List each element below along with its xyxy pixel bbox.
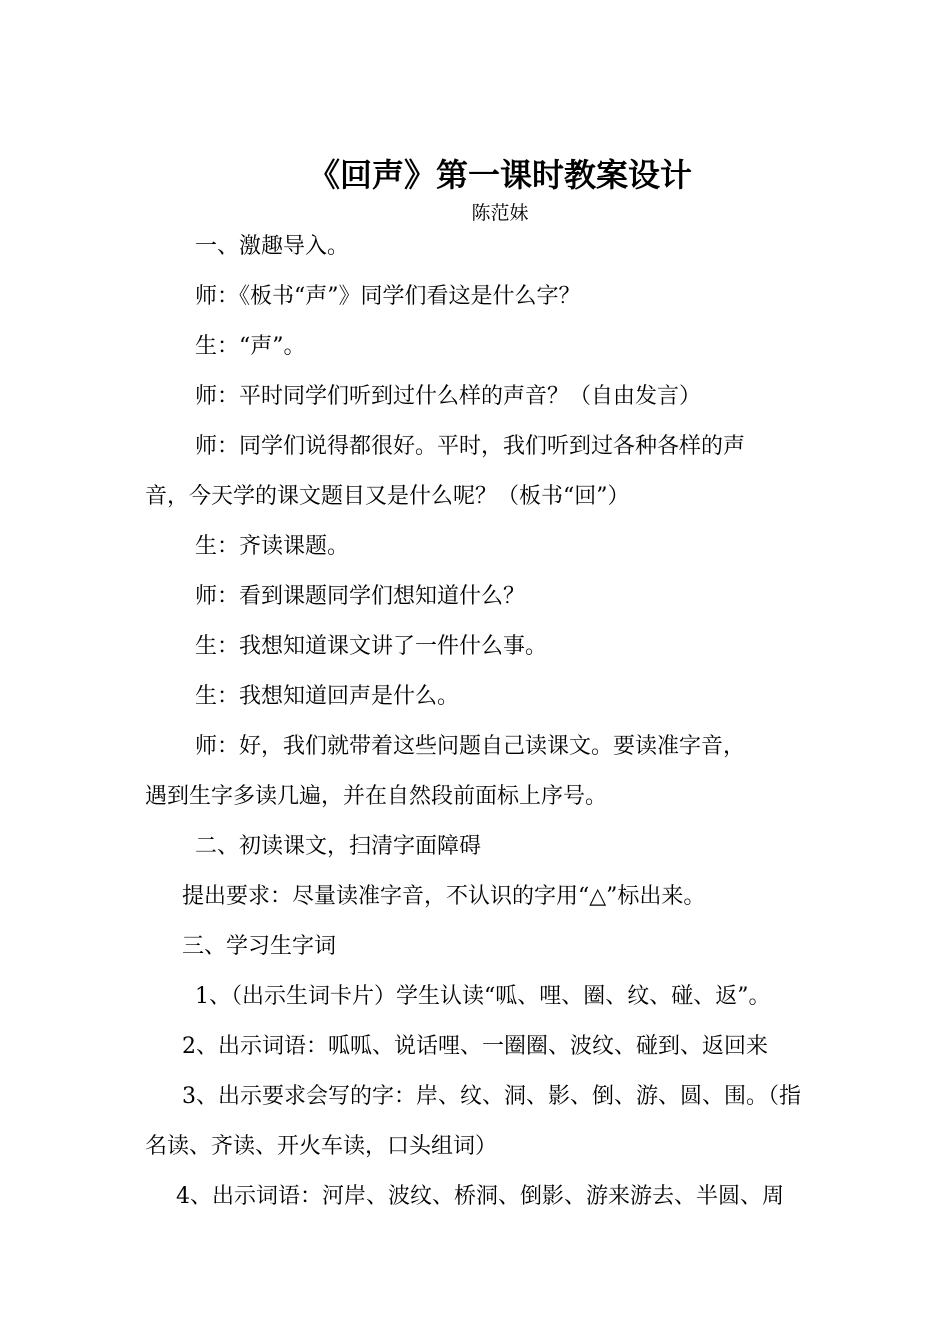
text-line: 音，今天学的课文题目又是什么呢？（板书“回”） <box>145 484 630 509</box>
text-line: 二、初读课文，扫清字面障碍 <box>195 834 482 859</box>
text-line: 一、激趣导入。 <box>195 234 350 259</box>
text-line: 生：齐读课题。 <box>195 534 350 559</box>
text-line: 生：“声”。 <box>195 334 306 359</box>
text-line: 三、学习生字词 <box>182 934 337 959</box>
text-line: 2、出示词语：呱呱、说话哩、一圈圈、波纹、碰到、返回来 <box>182 1034 768 1059</box>
text-line: 师：平时同学们听到过什么样的声音？（自由发言） <box>195 384 702 409</box>
text-line: 生：我想知道课文讲了一件什么事。 <box>195 634 548 659</box>
text-line: 名读、齐读、开火车读，口头组词） <box>145 1134 498 1159</box>
text-line: 师：看到课题同学们想知道什么？ <box>195 584 526 609</box>
text-line: 师：同学们说得都很好。平时，我们听到过各种各样的声 <box>195 434 746 459</box>
text-line: 1、（出示生词卡片）学生认读“呱、哩、圈、纹、碰、返”。 <box>195 984 771 1009</box>
document-author: 陈范妹 <box>471 202 529 224</box>
text-line: 生：我想知道回声是什么。 <box>195 684 460 709</box>
text-line: 提出要求：尽量读准字音，不认识的字用“△”标出来。 <box>182 884 706 909</box>
text-line: 遇到生字多读几遍，并在自然段前面标上序号。 <box>145 784 608 809</box>
text-line: 师：《板书“声”》同学们看这是什么字？ <box>195 284 581 309</box>
text-line: 3、出示要求会写的字：岸、纹、洞、影、倒、游、圆、围。（指 <box>182 1084 801 1109</box>
text-line: 师：好，我们就带着这些问题自己读课文。要读准字音， <box>195 734 746 759</box>
document-title: 《回声》第一课时教案设计 <box>307 156 692 194</box>
text-line: 4、出示词语：河岸、波纹、桥洞、倒影、游来游去、半圆、周 <box>176 1184 784 1209</box>
